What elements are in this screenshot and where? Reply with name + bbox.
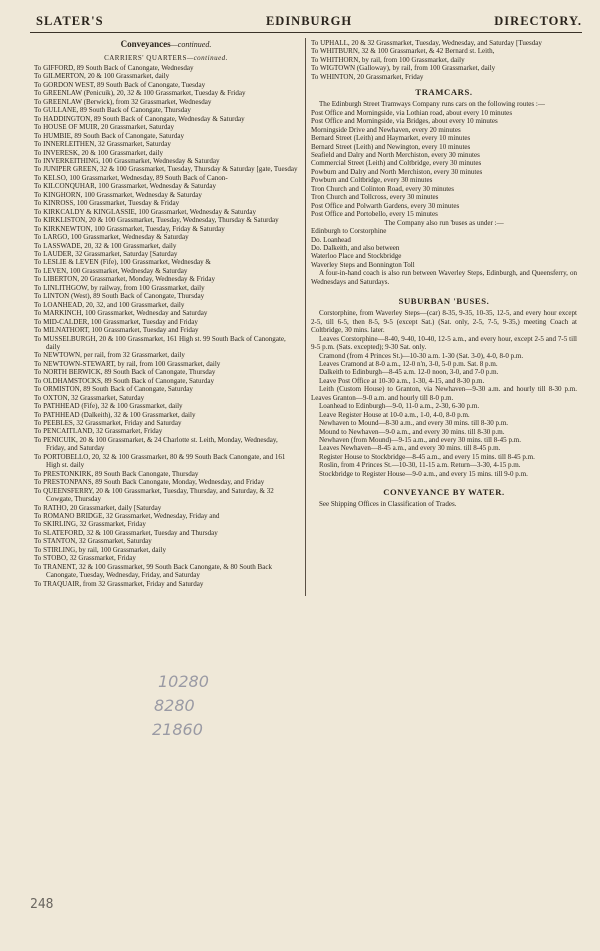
tram-route-list xyxy=(311,109,577,219)
tram-route: Bernard Street (Leith) and Haymarket, every 10 minutes xyxy=(311,134,471,143)
tram-route: Post Office and Portobello, every 15 minutes xyxy=(311,210,438,219)
carrier-entry: To LIBERTON, 20 Grassmarket, Monday, Wednesday & Friday xyxy=(34,275,215,284)
tram-route: Post Office and Morningside, via Lothian road, about every 10 minutes xyxy=(311,108,513,117)
carrier-entry: To MUSSELBURGH, 20 & 100 Grassmarket, 161 High st. 99 South Back of Canongate, daily xyxy=(34,334,286,351)
suburban-bus-list xyxy=(311,309,577,478)
carrier-entry: To OXTON, 32 Grassmarket, Saturday xyxy=(34,393,145,402)
carrier-entry: To KIRKLISTON, 20 & 100 Grassmarket, Tuesday, Wednesday, Thursday & Saturday xyxy=(34,216,279,225)
carrier-entry: To OLDHAMSTOCKS, 89 South Back of Canongate, Saturday xyxy=(34,376,215,385)
suburban-bus-entry: Corstorphine, from Waverley Steps—(car) 8-35, 9-35, 10-35, 12-5, and every hour except 2-5, till 6-5, then 8-5, 9-5 (except Sat.) (Sat. only, 2-5, 7-5, 9-35,) meeting Coach at Coltbridge, 30 mins. later. xyxy=(311,309,577,335)
coach-note: A four-in-hand coach is also run between Waverley Steps, Edinburgh, and Queensferry, on Wednesdays and Saturdays. xyxy=(311,269,577,286)
suburban-bus-entry: Leave Register House at 10-0 a.m., 1-0, 4-0, 8-0 p.m. xyxy=(319,410,470,419)
carrier-entry: To LESLIE & LEVEN (Fife), 100 Grassmarket, Wednesday & xyxy=(34,258,211,267)
bus-route: Waverley Steps and Bonnington Toll xyxy=(311,260,415,269)
bus-intro: The Company also run 'buses as under :— xyxy=(384,218,504,227)
column-divider xyxy=(305,38,306,596)
pencil-annotations xyxy=(152,670,232,780)
carrier-entry: To SKIRLING, 32 Grassmarket, Friday xyxy=(34,520,146,529)
carrier-entry: To GILMERTON, 20 & 100 Grassmarket, daily xyxy=(34,72,170,81)
bus-route: Waterloo Place and Stockbridge xyxy=(311,252,402,261)
water-title: CONVEYANCE BY WATER. xyxy=(383,487,505,498)
page-number: 248 xyxy=(30,897,54,912)
pencil-mark: 10280 xyxy=(158,672,209,691)
carrier-entry: To ROMANO BRIDGE, 32 Grassmarket, Wednesday, Friday and xyxy=(34,512,220,521)
carrier-entry: To PRESTONKIRK, 89 South Back Canongate, Thursday xyxy=(34,469,199,478)
header-rule xyxy=(30,32,582,33)
left-column xyxy=(34,39,298,588)
carrier-entry: To GREENLAW (Penicuik), 20, 32 & 100 Grassmarket, Tuesday & Friday xyxy=(34,89,246,98)
carrier-entry: To LEVEN, 100 Grassmarket, Wednesday & Saturday xyxy=(34,266,188,275)
suburban-bus-entry: Roslin, from 4 Princes St.—10-30, 11-15 a.m. Return—3-30, 4-15 p.m. xyxy=(319,461,521,470)
carrier-entry: To MID-CALDER, 100 Grassmarket, Tuesday and Friday xyxy=(34,317,198,326)
suburban-bus-entry: Newhaven (from Mound)—9-15 a.m., and every 30 mins. till 8-45 p.m. xyxy=(319,436,521,445)
tram-route: Post Office and Polwarth Gardens, every 30 minutes xyxy=(311,201,460,210)
bus-route: Do. Loanhead xyxy=(311,235,351,244)
carrier-entry: To KELSO, 100 Grassmarket, Wednesday, 89 South Back of Canon- xyxy=(34,173,228,182)
tramcars-title: TRAMCARS. xyxy=(415,87,473,98)
carrier-entry: To PENICUIK, 20 & 100 Grassmarket, & 24 Charlotte st. Leith, Monday, Wednesday, Friday, and Saturday xyxy=(34,435,278,453)
carrier-entry: To INVERESK, 20 & 100 Grassmarket, daily xyxy=(34,148,164,157)
carrier-entry: To WIGTOWN (Galloway), by rail, from 100 Grassmarket, daily xyxy=(311,64,496,73)
suburban-bus-entry: Dalkeith to Edinburgh—8-45 a.m. 12-0 noon, 3-0, and 7-0 p.m. xyxy=(319,368,499,377)
carrier-entry: To KILCONQUHAR, 100 Grassmarket, Wednesday & Saturday xyxy=(34,182,216,191)
carrier-entry: To STIRLING, by rail, 100 Grassmarket, daily xyxy=(34,545,167,554)
carrier-list xyxy=(34,64,298,588)
carrier-entry: To STANTON, 32 Grassmarket, Saturday xyxy=(34,537,152,546)
carrier-entry: To KINROSS, 100 Grassmarket, Tuesday & Friday xyxy=(34,199,180,208)
carrier-entry: To PATHHEAD (Fife), 32 & 100 Grassmarket, daily xyxy=(34,402,183,411)
suburban-bus-entry: Register House to Stockbridge—8-45 a.m., and every 15 mins. till 8-45 p.m. xyxy=(319,452,535,461)
tram-route: Powburn and Dalry and North Merchiston, every 30 minutes xyxy=(311,167,483,176)
carrier-entry: To WHITHORN, by rail, from 100 Grassmarket, daily xyxy=(311,55,465,64)
carrier-entry: To PENCAITLAND, 32 Grassmarket, Friday xyxy=(34,427,163,436)
carrier-entry: To QUEENSFERRY, 20 & 100 Grassmarket, Tuesday, Thursday, and Saturday, & 32 Cowgate, Thursday xyxy=(34,486,274,504)
suburban-bus-entry: Leith (Custom House) to Granton, via Newhaven—9-30 a.m. and hourly till 8-30 p.m. Leaves Granton—9-0 a.m. and hourly till 8-0 p.m. xyxy=(311,385,577,402)
suburban-bus-entry: Loanhead to Edinburgh—9-0, 11-0 a.m., 2-30, 6-30 p.m. xyxy=(319,402,480,411)
tramcars-intro: The Edinburgh Street Tramways Company runs cars on the following routes :— xyxy=(319,100,545,109)
carrier-entry: To INNERLEITHEN, 32 Grassmarket, Saturday xyxy=(34,140,171,149)
tram-route: Tron Church and Colinton Road, every 30 minutes xyxy=(311,184,455,193)
carrier-entry: To KIRKCALDY & KINGLASSIE, 100 Grassmarket, Wednesday & Saturday xyxy=(34,207,257,216)
tram-route: Seafield and Dalry and North Merchiston, every 30 minutes xyxy=(311,150,480,159)
suburban-buses-title: SUBURBAN 'BUSES. xyxy=(398,296,490,307)
conveyances-title-suffix: —continued. xyxy=(170,40,212,49)
tram-route: Post Office and Morningside, via Bridges, about every 10 minutes xyxy=(311,117,498,126)
carrier-entry: To ORMISTON, 89 South Back of Canongate, Saturday xyxy=(34,385,193,394)
suburban-bus-entry: Newhaven to Mound—8-30 a.m., and every 30 mins. till 8-30 p.m. xyxy=(319,419,509,428)
carrier-entry: To PATHHEAD (Dalkeith), 32 & 100 Grassmarket, daily xyxy=(34,410,196,419)
carrier-entry: To LAUDER, 32 Grassmarket, Saturday [Saturday xyxy=(34,249,178,258)
carrier-entry: To WHINTON, 20 Grassmarket, Friday xyxy=(311,72,424,81)
bus-route: Edinburgh to Corstorphine xyxy=(311,227,387,236)
carriers-subtitle-suffix: —continued. xyxy=(186,54,228,62)
carrier-entry: To WHITBURN, 32 & 100 Grassmarket, & 42 Bernard st. Leith, xyxy=(311,47,495,56)
section-title-conveyances xyxy=(34,39,298,50)
suburban-bus-entry: Leaves Newhaven—8-45 a.m., and every 30 mins. till 8-45 p.m. xyxy=(319,444,501,453)
pencil-mark: 8280 xyxy=(154,696,195,715)
carrier-entry: To RATHO, 20 Grassmarket, daily [Saturday xyxy=(34,503,162,512)
carrier-entry: To STOBO, 32 Grassmarket, Friday xyxy=(34,554,136,563)
bus-route-list xyxy=(311,227,577,269)
carrier-entry: To HOUSE OF MUIR, 20 Grassmarket, Saturday xyxy=(34,123,175,132)
carrier-entry: To SLATEFORD, 32 & 100 Grassmarket, Tuesday and Thursday xyxy=(34,528,218,537)
carrier-entry: To LOANHEAD, 20, 32, and 100 Grassmarket, daily xyxy=(34,300,185,309)
carrier-entry: To NORTH BERWICK, 89 South Back of Canongate, Thursday xyxy=(34,368,216,377)
carrier-entry: To LINLITHGOW, by railway, from 100 Grassmarket, daily xyxy=(34,283,205,292)
header-right: DIRECTORY. xyxy=(494,14,582,28)
carrier-entry: To JUNIPER GREEN, 32 & 100 Grassmarket, Tuesday, Thursday & Saturday [gate, Tuesday xyxy=(34,165,298,174)
water-note: See Shipping Offices in Classification of Trades. xyxy=(319,500,457,509)
carrier-entry: To KINGHORN, 100 Grassmarket, Wednesday & Saturday xyxy=(34,190,202,199)
carrier-entry: To HUMBIE, 89 South Back of Canongate, Saturday xyxy=(34,131,185,140)
right-column xyxy=(311,39,577,509)
bus-route: Do. Dalkeith, and also between xyxy=(311,243,400,252)
tram-route: Powburn and Coltbridge, every 30 minutes xyxy=(311,176,433,185)
carrier-entry: To LARGO, 100 Grassmarket, Wednesday & Saturday xyxy=(34,233,189,242)
carrier-entry: To NEWTOWN-STEWART, by rail, from 100 Grassmarket, daily xyxy=(34,359,221,368)
running-header xyxy=(36,14,582,34)
carrier-entry: To GREENLAW (Berwick), from 32 Grassmarket, Wednesday xyxy=(34,97,212,106)
tram-route: Commercial Street (Leith) and Coltbridge, every 30 minutes xyxy=(311,159,482,168)
carrier-entry: To HADDINGTON, 89 South Back of Canongate, Wednesday & Saturday xyxy=(34,114,245,123)
carrier-entry: To GULLANE, 89 South Back of Canongate, Thursday xyxy=(34,106,191,115)
carrier-entry: To PRESTONPANS, 89 South Back Canongate, Monday, Wednesday, and Friday xyxy=(34,478,265,487)
conveyances-title: Conveyances xyxy=(120,39,171,49)
carrier-entry: To TRANENT, 32 & 100 Grassmarket, 99 South Back Canongate, & 80 South Back Canongate, Tuesday, Wednesday, Friday, and Saturday xyxy=(34,562,273,580)
suburban-bus-entry: Leaves Corstorphine—8-40, 9-40, 10-40, 12-5 a.m., and every hour, except 2-5 and 7-5 till 9-5 p.m. (Sats. excepted); 9-30 Sat. only. xyxy=(311,334,577,352)
header-center: EDINBURGH xyxy=(265,14,353,28)
carrier-entry: To MARKINCH, 100 Grassmarket, Wednesday and Saturday xyxy=(34,309,208,318)
carriers-subtitle: CARRIERS' QUARTERS xyxy=(104,54,187,62)
carrier-entry: To LASSWADE, 20, 32 & 100 Grassmarket, daily xyxy=(34,241,177,250)
carrier-entry: To MILNATHORT, 100 Grassmarket, Tuesday and Friday xyxy=(34,326,199,335)
suburban-bus-entry: Stockbridge to Register House—9-0 a.m., and every 15 mins. till 9-0 p.m. xyxy=(319,469,528,478)
header-left: SLATER'S xyxy=(36,14,104,28)
carrier-entry: To TRAQUAIR, from 32 Grassmarket, Friday and Saturday xyxy=(34,579,204,588)
carrier-entry: To INVERKEITHING, 100 Grassmarket, Wednesday & Saturday xyxy=(34,156,220,165)
tram-route: Tron Church and Tollcross, every 30 minutes xyxy=(311,193,439,202)
suburban-bus-entry: Mound to Newhaven—9-0 a.m., and every 30 mins. till 8-30 p.m. xyxy=(319,427,505,436)
carrier-entry: To KIRKNEWTON, 100 Grassmarket, Tuesday, Friday & Saturday xyxy=(34,224,225,233)
section-subtitle-carriers xyxy=(34,53,298,63)
suburban-bus-entry: Leaves Cramond at 8-0 a.m., 12-0 n'n, 3-0, 5-0 p.m. Sat. 8 p.m. xyxy=(319,359,498,368)
carrier-entry: To NEWTOWN, per rail, from 32 Grassmarket, daily xyxy=(34,351,185,360)
carrier-entry: To PORTOBELLO, 20, 32 & 100 Grassmarket, 80 & 99 South Back Canongate, and 161 High st. daily xyxy=(34,452,286,470)
suburban-bus-entry: Cramond (from 4 Princes St.)—10-30 a.m. 1-30 (Sat. 3-0), 4-0, 8-0 p.m. xyxy=(319,351,524,360)
pencil-mark: 21860 xyxy=(152,720,203,739)
tram-route: Morningside Drive and Newhaven, every 20 minutes xyxy=(311,125,461,134)
tram-route: Bernard Street (Leith) and Newington, every 10 minutes xyxy=(311,142,471,151)
carrier-entry: To PEEBLES, 32 Grassmarket, Friday and Saturday xyxy=(34,419,182,428)
suburban-bus-entry: Leave Post Office at 10-30 a.m., 1-30, 4-15, and 8-30 p.m. xyxy=(319,376,485,385)
carrier-entry: To GORDON WEST, 89 South Back of Canongate, Tuesday xyxy=(34,80,206,89)
carrier-entry: To LINTON (West), 89 South Back of Canongate, Thursday xyxy=(34,292,205,301)
carrier-list-continued xyxy=(311,39,577,81)
carrier-entry: To GIFFORD, 89 South Back of Canongate, Wednesday xyxy=(34,64,194,72)
carrier-entry: To UPHALL, 20 & 32 Grassmarket, Tuesday, Wednesday, and Saturday [Tuesday xyxy=(311,39,542,47)
